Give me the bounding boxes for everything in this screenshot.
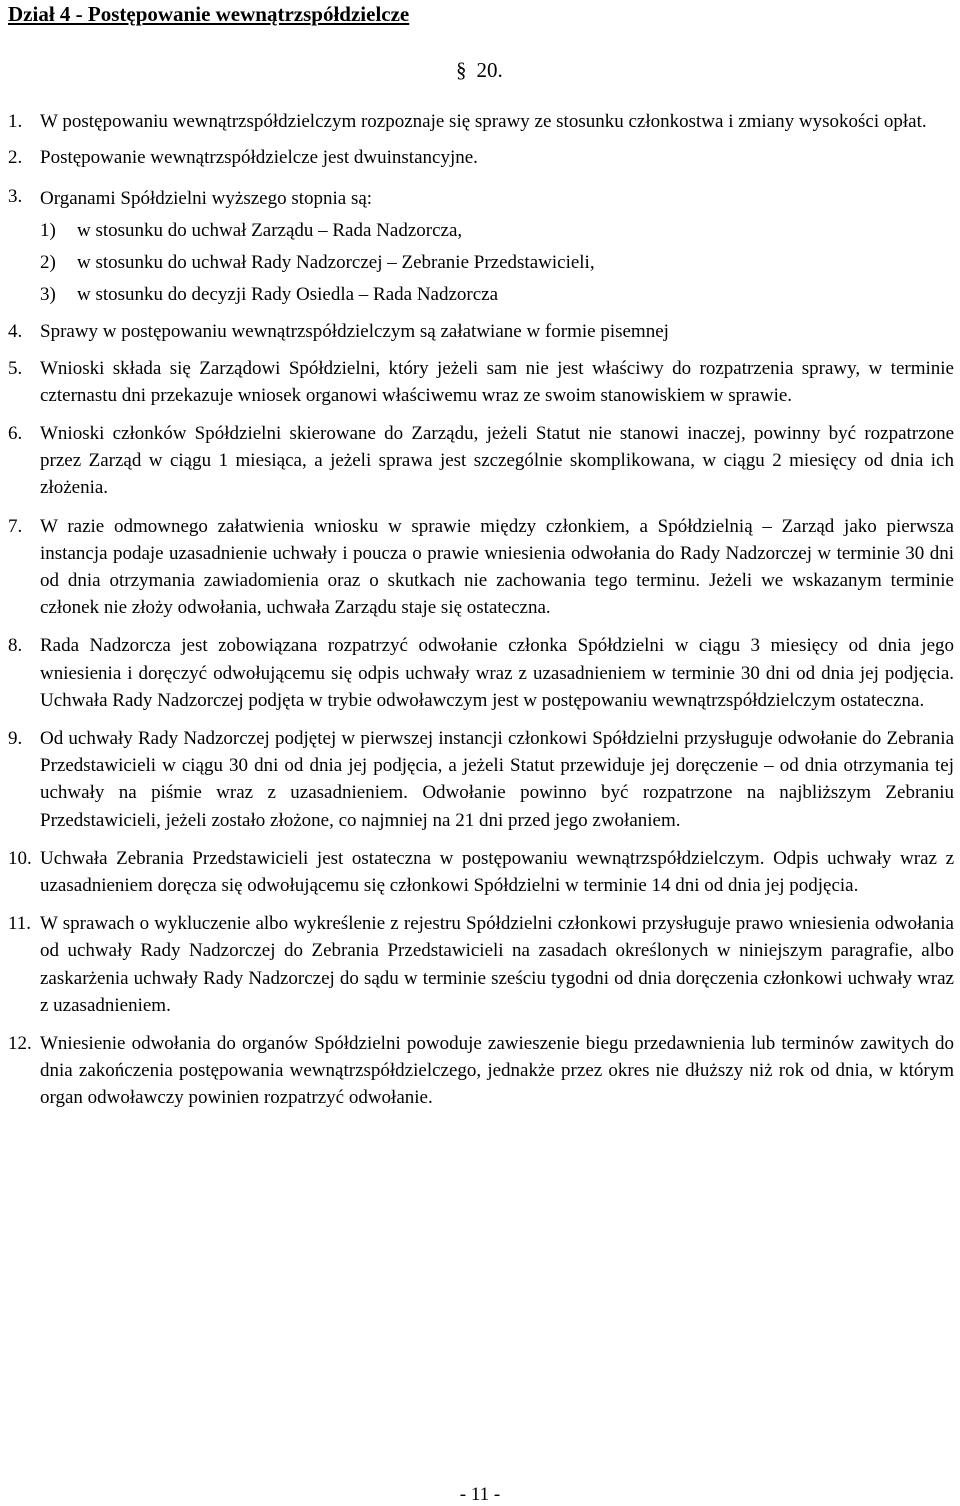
item-number: 7.: [8, 515, 23, 537]
paragraph-marker: [456, 56, 503, 84]
sub-item-2: [40, 247, 954, 279]
item-text: Uchwała Zebrania Przedstawicieli jest ostateczna w postępowaniu wewnątrzspółdzielczym. Odpis uchwały wraz z uzasadnieniem doręcza się odwołującemu się członkowi Spółdzielni w terminie 14 dni od dnia jej podjęcia.: [40, 847, 954, 897]
provision-item-3: [0, 183, 960, 311]
item-number: 11.: [8, 913, 32, 935]
paragraph-sign: §: [456, 58, 467, 82]
section-heading: Dział 4 - Postępowanie wewnątrzspółdzielcze: [8, 2, 410, 26]
item-number: 10.: [8, 847, 32, 869]
sub-item-text: w stosunku do uchwał Rady Nadzorczej – Zebranie Przedstawicieli,: [77, 252, 595, 274]
sub-item-number: 1): [40, 220, 56, 242]
sub-item-number: 3): [40, 284, 56, 306]
item-number: 9.: [8, 728, 23, 750]
paragraph-number: 20.: [476, 58, 503, 82]
sub-item-text: w stosunku do decyzji Rady Osiedla – Rada Nadzorcza: [77, 284, 499, 306]
item-text: Wniesienie odwołania do organów Spółdzielni powoduje zawieszenie biegu przedawnienia lub terminów zawitych do dnia zakończenia postępowania wewnątrzspółdzielczego, jednakże przez okres nie dłuższy niż rok od dnia, w którym organ odwoławczy powinien rozpatrzyć odwołanie.: [40, 1033, 954, 1109]
sub-list: [40, 215, 954, 311]
item-number: 2.: [8, 147, 23, 169]
provision-item-11: [0, 910, 960, 1019]
item-number: 4.: [8, 321, 23, 343]
item-number: 5.: [8, 357, 23, 379]
item-text: W sprawach o wykluczenie albo wykreślenie z rejestru Spółdzielni członkowi przysługuje prawo wniesienia odwołania od uchwały Rady Nadzorczej do Zebrania Przedstawicieli na zasadach określonych w niniejszym paragrafie, albo zaskarżenia uchwały Rady Nadzorczej do sądu w terminie sześciu tygodni od dnia doręczenia członkowi uchwały wraz z uzasadnieniem.: [40, 913, 954, 1016]
item-number: 8.: [8, 635, 23, 657]
provision-item-1: [0, 108, 960, 135]
provision-item-2: [0, 144, 960, 171]
item-text: Wnioski członków Spółdzielni skierowane do Zarządu, jeżeli Statut nie stanowi inaczej, powinny być rozpatrzone przez Zarząd w ciągu 1 miesiąca, a jeżeli sprawa jest szczególnie skomplikowana, w ciągu 2 miesięcy od dnia ich złożenia.: [40, 423, 954, 499]
provision-item-9: [0, 725, 960, 834]
sub-item-number: 2): [40, 252, 56, 274]
provision-item-7: [0, 513, 960, 622]
provision-item-6: [0, 420, 960, 502]
item-number: 1.: [8, 111, 23, 132]
item-number: 3.: [8, 186, 23, 208]
provision-item-8: [0, 632, 960, 714]
sub-item-text: w stosunku do uchwał Zarządu – Rada Nadzorcza,: [77, 220, 463, 242]
item-text: W razie odmownego załatwienia wniosku w sprawie między członkiem, a Spółdzielnią – Zarząd jako pierwsza instancja podaje uzasadnienie uchwały i poucza o prawie wniesienia odwołania do Rady Nadzorczej w terminie 30 dni od dnia otrzymania zawiadomienia oraz o skutkach nie zachowania tego terminu. Jeżeli we wskazanym terminie członek nie złoży odwołania, uchwała Zarządu staje się ostateczna.: [40, 515, 954, 619]
item-text: W postępowaniu wewnątrzspółdzielczym rozpoznaje się sprawy ze stosunku członkostwa i zmiany wysokości opłat.: [40, 111, 927, 132]
sub-item-1: [40, 215, 954, 247]
provision-item-4: [0, 318, 960, 345]
item-text: Organami Spółdzielni wyższego stopnia są:: [40, 188, 373, 210]
sub-item-3: [40, 279, 954, 311]
item-text: Rada Nadzorcza jest zobowiązana rozpatrzyć odwołanie członka Spółdzielni w ciągu 3 miesięcy od dnia jego wniesienia i doręczyć odwołującemu się odpis uchwały wraz z uzasadnieniem w terminie 30 dni od dnia jej podjęcia. Uchwała Rady Nadzorczej podjęta w trybie odwoławczym jest w postępowaniu wewnątrzspółdzielczym ostateczna.: [40, 635, 954, 711]
item-text: Wnioski składa się Zarządowi Spółdzielni, który jeżeli sam nie jest właściwy do rozpatrzenia sprawy, w terminie czternastu dni przekazuje wniosek organowi właściwemu wraz ze swoim stanowiskiem w sprawie.: [40, 357, 954, 406]
item-text: Sprawy w postępowaniu wewnątrzspółdzielczym są załatwiane w formie pisemnej: [40, 321, 669, 343]
item-text: Postępowanie wewnątrzspółdzielcze jest dwuinstancyjne.: [40, 147, 478, 169]
page-number: - 11 -: [459, 1484, 501, 1505]
item-number: 12.: [8, 1033, 32, 1055]
provision-item-5: [0, 355, 960, 409]
provision-item-12: [0, 1030, 960, 1112]
item-number: 6.: [8, 423, 23, 445]
provision-item-10: [0, 845, 960, 899]
item-text: Od uchwały Rady Nadzorczej podjętej w pierwszej instancji członkowi Spółdzielni przysługuje odwołanie do Zebrania Przedstawicieli w ciągu 30 dni od dnia jej podjęcia, a jeżeli Statut przewiduje jej doręczenie – od dnia otrzymania tej uchwały na piśmie wraz z uzasadnieniem. Odwołanie powinno być rozpatrzone na najbliższym Zebraniu Przedstawicieli, jeżeli zostało złożone, co najmniej na 21 dni przed jego zwołaniem.: [40, 728, 954, 831]
provision-list: [0, 108, 960, 1112]
